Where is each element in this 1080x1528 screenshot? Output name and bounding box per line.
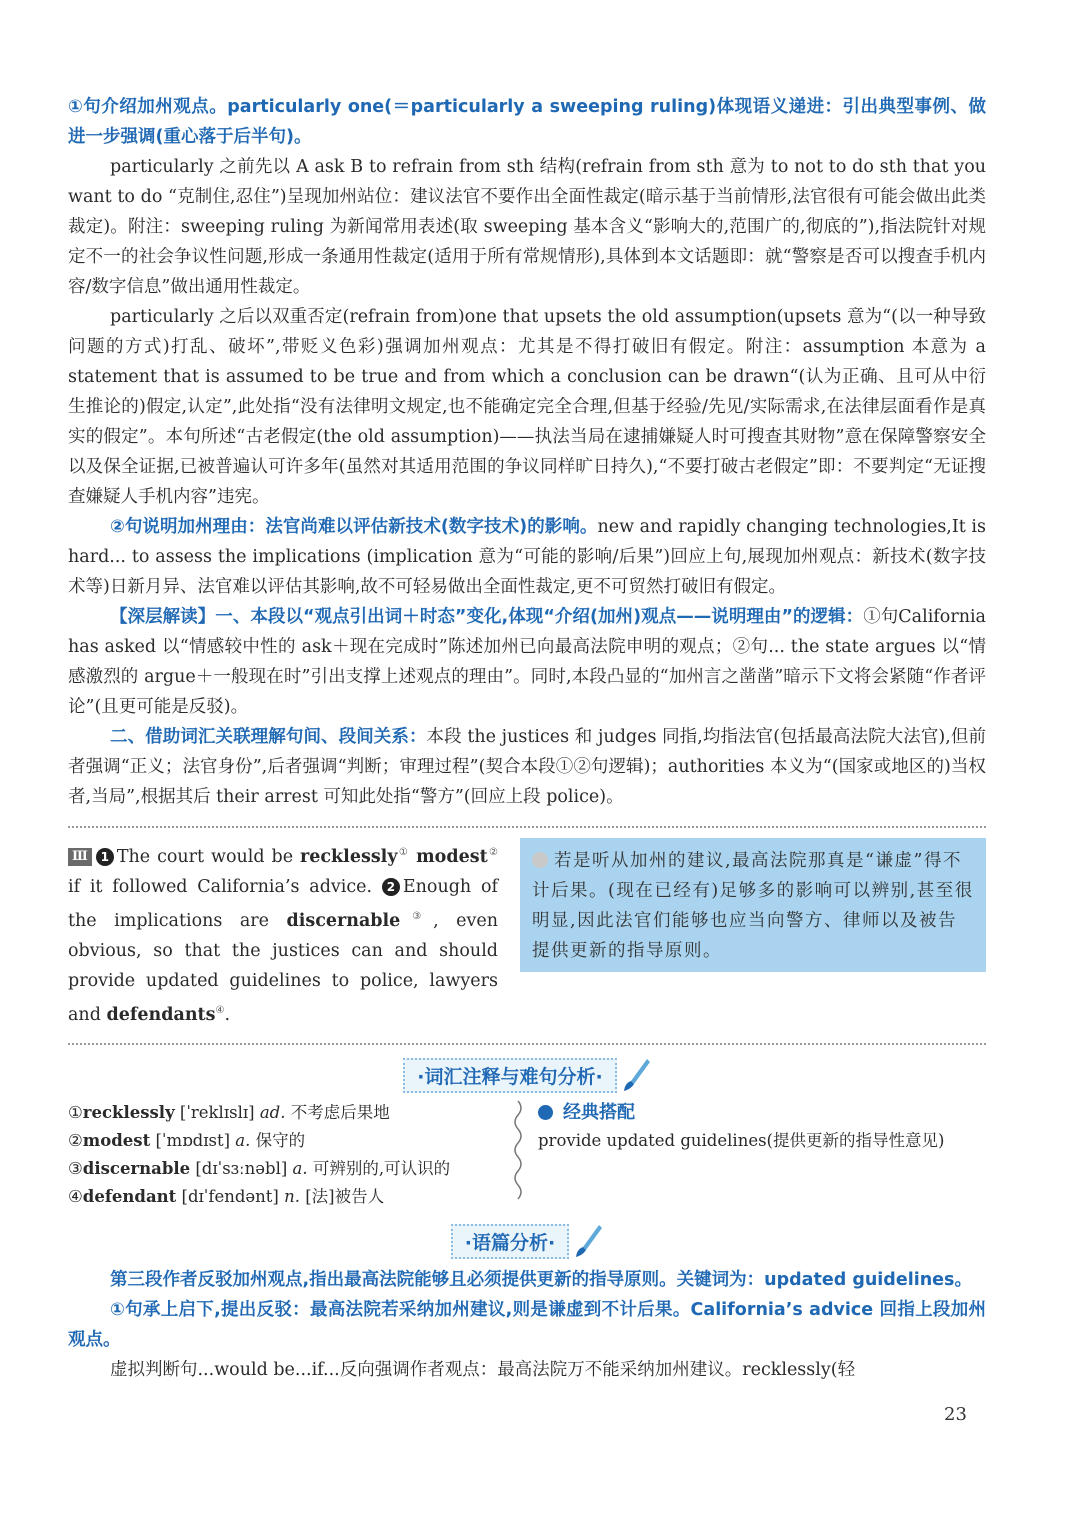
vocab-no: ④: [68, 1187, 83, 1207]
word-discernable: discernable: [286, 910, 401, 931]
para1-heading: ①句介绍加州观点。particularly one(＝particularly a sweeping ruling)体现语义递进：引出典型事例、做进一步强调(重心落于后半句)。: [68, 97, 986, 147]
deep-heading: 【深层解读】一、本段以“观点引出词＋时态”变化,体现“介绍(加州)观点——说明理由”的逻辑：: [110, 607, 864, 627]
sup-3: ③: [400, 910, 434, 922]
word-defendants: defendants: [106, 1004, 216, 1025]
vocab-ipa: [ˈreklɪslɪ]: [179, 1103, 255, 1123]
collocation-text: provide updated guidelines(提供更新的指导性意见): [538, 1131, 945, 1151]
vocab-no: ①: [68, 1103, 83, 1123]
vocab-pos: ad.: [259, 1103, 286, 1123]
sup-4: ④: [215, 1004, 225, 1016]
vocab-item: [68, 1099, 508, 1127]
word-modest: modest: [416, 846, 488, 867]
vocab-title: ·词汇注释与难句分析·: [403, 1058, 616, 1093]
s2-text-c: .: [224, 1004, 231, 1025]
sup-1: ①: [397, 847, 410, 858]
para2-heading: ②句说明加州理由：法官尚难以评估新技术(数字技术)的影响。: [110, 517, 598, 537]
vocab-pos: a.: [235, 1131, 251, 1151]
deep-heading2: 二、借助词汇关联理解句间、段间关系：: [110, 727, 427, 747]
para2-body: new and rapidly changing technologies,It is hard... to assess the implications (implication 意为“可能的影响/后果”)回应上句,展现加州观点：新技术(数字技术等)日新月异、法官难以评估其影响,故不可轻易做出全面性裁定,更不可贸然打破旧有假定。: [68, 517, 986, 597]
sentence-number-2: 2: [382, 878, 400, 896]
discourse-title: ·语篇分析·: [451, 1224, 569, 1259]
vocab-no: ②: [68, 1131, 83, 1151]
vocab-ipa: [ˈmɒdɪst]: [155, 1131, 231, 1151]
vocab-word: defendant: [82, 1187, 177, 1207]
vocab-item: [68, 1183, 508, 1211]
dotted-separator-bottom: [68, 1043, 986, 1045]
page-content: [68, 92, 986, 1385]
deep-reading: [68, 602, 986, 722]
para1-body2: particularly 之后以双重否定(refrain from)one that upsets the old assumption(upsets 意为“(以一种导致问题的方式)打乱、破坏”,带贬义色彩)强调加州观点：尤其是不得打破旧有假定。附注：assumption 本意为 a statement that is assumed to be true and from which a conclusion can be drawn“(认为正确、且可从中衍生推论的)假定,认定”,此处指“没有法律明文规定,也不能确定完全合理,但基于经验/先见/实际需求,在法律层面看作是真实的假定”。本句所述“古老假定(the old assumption)——执法当局在逮捕嫌疑人时可搜查其财物”意在保障警察安全以及保全证据,已被普遍认可许多年(虽然对其适用范围的争议同样旷日持久),“不要打破古老假定”即：不要判定“无证搜查嫌疑人手机内容”违宪。: [68, 307, 986, 507]
deep-reading-2: [68, 722, 986, 812]
para1-body1: particularly 之前先以 A ask B to refrain from sth 结构(refrain from sth 意为 to not to do sth that you want to do “克制住,忍住”)呈现加州站位：建议法官不要作出全面性裁定(暗示基于当前情形,法官很有可能会做出此类裁定)。附注：sweeping ruling 为新闻常用表述(取 sweeping 基本含义“影响大的,范围广的,彻底的”),指法院针对规定不一的社会争议性问题,形成一条通用性裁定(适用于所有常规情形),具体到本文话题即：就“警察是否可以搜查手机内容/数字信息”做出通用性裁定。: [68, 157, 986, 297]
bullet-circle-icon: [532, 852, 548, 868]
translation-box: [520, 838, 986, 972]
vocab-def: 不考虑后果地: [290, 1103, 390, 1123]
sentence-number-1: 1: [96, 848, 114, 866]
page-number: 23: [944, 1404, 967, 1425]
discourse-heading: ①句承上启下,提出反驳：最高法院若采纳加州建议,则是谦虚到不计后果。California’s advice 回指上段加州观点。: [68, 1300, 986, 1351]
para2: [68, 512, 986, 602]
vocab-word: discernable: [82, 1159, 191, 1179]
deep-body2: 本段 the justices 和 judges 同指,均指法官(包括最高法院大法官),但前者强调“正义；法官身份”,后者强调“判断；审理过程”(契合本段①②句逻辑)；authorities 本义为“(国家或地区的)当权者,当局”,根据其后 their arrest 可知此处指“警方”(回应上段 police)。: [68, 727, 986, 807]
paragraph-3-block: [68, 838, 986, 1029]
vocab-def: 可辨别的,可认识的: [312, 1159, 451, 1179]
vocab-def: [法]被告人: [305, 1187, 385, 1207]
vocab-pos: a.: [292, 1159, 308, 1179]
sup-2: ②: [487, 847, 498, 858]
discourse-body: 虚拟判断句...would be...if...反向强调作者观点：最高法院万不能采纳加州建议。recklessly(轻: [110, 1360, 856, 1381]
vocab-no: ③: [68, 1159, 83, 1179]
vocab-word: modest: [82, 1131, 151, 1151]
discourse-summary: 第三段作者反驳加州观点,指出最高法院能够且必须提供更新的指导原则。关键词为：updated guidelines。: [110, 1270, 972, 1291]
vocab-def: 保守的: [255, 1131, 306, 1151]
s2-text-b: , even obvious, so that the justices can and should provide updated guidelines to police, lawyers and: [68, 910, 498, 1025]
paragraph-number-badge: Ⅲ: [68, 848, 92, 866]
blue-dot-icon: [538, 1105, 553, 1120]
collocation-title: 经典搭配: [563, 1102, 635, 1124]
brush-icon: [621, 1057, 651, 1093]
s2-text-a: Enough of the implications are: [68, 876, 498, 931]
wavy-divider-icon: [508, 1099, 528, 1211]
discourse-header: [68, 1223, 986, 1259]
deep-body: ①句California has asked 以“情感较中性的 ask＋现在完成时”陈述加州已向最高法院申明的观点；②句... the state argues 以“情感激烈的 argue＋一般现在时”引出支撑上述观点的理由”。同时,本段凸显的“加州言之凿凿”暗示下文将会紧随“作者评论”(且更可能是反驳)。: [68, 607, 986, 717]
collocation-heading: [538, 1099, 986, 1127]
vocab-item: [68, 1127, 508, 1155]
s1-text-a: The court would be: [116, 846, 301, 867]
paragraph-3-original: [68, 838, 498, 1029]
vocab-pos: n.: [284, 1187, 300, 1207]
vocab-ipa: [dɪˈfendənt]: [181, 1187, 279, 1207]
s1-text-b: if it followed California’s advice.: [68, 876, 373, 897]
vocab-item: [68, 1155, 508, 1183]
collocation-block: [538, 1099, 986, 1211]
vocab-list: [68, 1099, 508, 1211]
vocab-word: recklessly: [82, 1103, 175, 1123]
vocab-section: [68, 1099, 986, 1211]
dotted-separator-top: [68, 826, 986, 828]
vocab-header: [68, 1057, 986, 1093]
brush-icon: [573, 1223, 603, 1259]
vocab-ipa: [dɪˈsɜːnəbl]: [195, 1159, 288, 1179]
word-recklessly: recklessly: [300, 846, 398, 867]
translation-text: 若是听从加州的建议,最高法院那真是“谦虚”得不计后果。(现在已经有)足够多的影响可以辨别,甚至很明显,因此法官们能够也应当向警方、律师以及被告提供更新的指导原则。: [532, 851, 974, 961]
